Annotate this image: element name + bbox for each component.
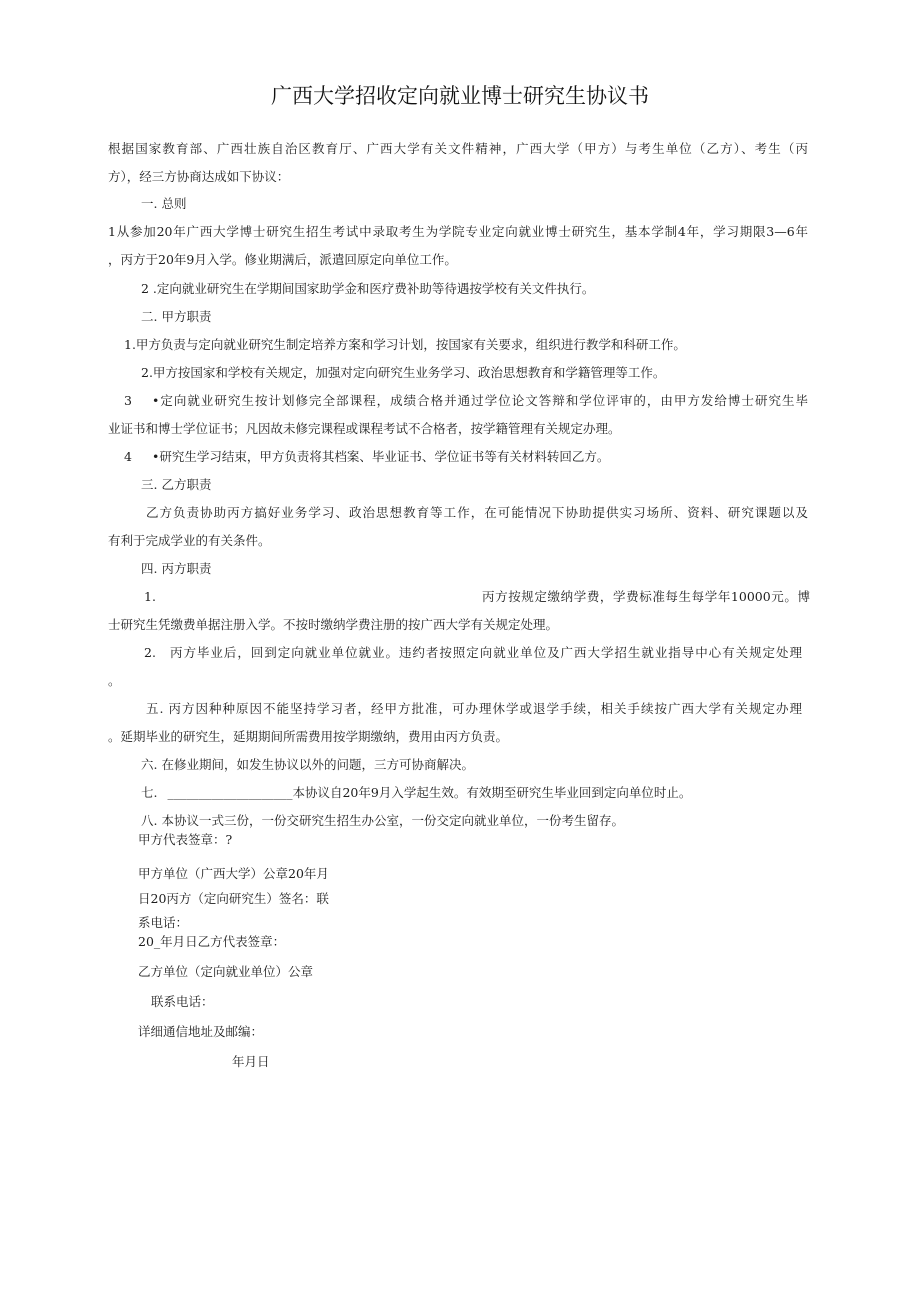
section-2-item-1: 1.甲方负责与定向就业研究生制定培养方案和学习计划，按国家有关要求，组织进行教学和科研工作。 — [124, 337, 686, 352]
intro-line-1: 根据国家教育部、广西壮族自治区教育厅、广西大学有关文件精神，广西大学（甲方）与考生单位（乙方）、考生（丙 — [108, 141, 808, 156]
section-7-prefix: 七. — [141, 785, 158, 800]
party-b-phone: 联系电话： — [151, 994, 214, 1009]
section-5-line-1: 五. 丙方因种种原因不能坚持学习者，经甲方批准，可办理休学或退学手续，相关手续按广西大学有关规定办理 — [146, 701, 802, 716]
section-3-line-2: 有利于完成学业的有关条件。 — [108, 533, 271, 548]
section-3-heading: 三. 乙方职责 — [141, 477, 212, 492]
section-4-heading: 四. 丙方职责 — [141, 561, 212, 576]
section-7-blank: ____________________ — [167, 785, 293, 800]
section-7 — [141, 785, 691, 801]
section-2-item-3-line-2: 业证书和博士学位证书；凡因故未修完课程或课程考试不合格者，按学籍管理有关规定办理。 — [108, 421, 621, 436]
section-2-item-2: 2.甲方按国家和学校有关规定，加强对定向研究生业务学习、政治思想教育和学籍管理等工作。 — [141, 365, 666, 380]
section-2-item-4: •研究生学习结束，甲方负责将其档案、毕业证书、学位证书等有关材料转回乙方。 — [152, 449, 610, 464]
section-4-item-1-line-2: 士研究生凭缴费单据注册入学。不按时缴纳学费注册的按广西大学有关规定处理。 — [108, 617, 559, 632]
party-c-signature-line: 日20丙方（定向研究生）签名：联 — [138, 891, 329, 906]
section-1-item-1-line-1: 1从参加20年广西大学博士研究生招生考试中录取考生为学院专业定向就业博士研究生，基本学制4年，学习期限3—6年 — [108, 224, 808, 239]
party-b-rep-signature: 20_年月日乙方代表签章： — [138, 934, 286, 949]
document-title: 广西大学招收定向就业博士研究生协议书 — [271, 84, 649, 108]
section-2-heading: 二. 甲方职责 — [141, 309, 212, 324]
party-c-phone: 系电话： — [138, 915, 189, 930]
section-4-item-1-line-1: 丙方按规定缴纳学费，学费标准每生每学年10000元。博 — [482, 589, 810, 604]
section-6: 六. 在修业期间，如发生协议以外的问题，三方可协商解决。 — [141, 757, 474, 772]
party-a-seal-line: 甲方单位（广西大学）公章20年月 — [138, 866, 329, 881]
section-4-item-2-number: 2. — [144, 645, 156, 660]
date-line: 年月日 — [232, 1054, 270, 1069]
section-8: 八. 本协议一式三份，一份交研究生招生办公室，一份交定向就业单位，一份考生留存。 — [141, 813, 624, 828]
section-5-line-2: 。延期毕业的研究生，延期期间所需费用按学期缴纳，费用由丙方负责。 — [108, 729, 509, 744]
intro-line-2: 方），经三方协商达成如下协议： — [108, 169, 290, 184]
section-4-item-1-number: 1. — [144, 589, 156, 604]
section-3-line-1: 乙方负责协助丙方搞好业务学习、政治思想教育等工作，在可能情况下协助提供实习场所、资料、研究课题以及 — [146, 505, 808, 520]
section-2-item-3-line-1: •定向就业研究生按计划修完全部课程，成绩合格并通过学位论文答辩和学位评审的，由甲方发给博士研究生毕 — [152, 393, 808, 408]
section-1-item-1-line-2: ，丙方于20年9月入学。修业期满后，派遣回原定向单位工作。 — [108, 252, 457, 267]
section-7-text: 本协议自20年9月入学起生效。有效期至研究生毕业回到定向单位时止。 — [292, 785, 692, 800]
party-b-seal-line: 乙方单位（定向就业单位）公章 — [138, 964, 314, 979]
section-1-heading: 一. 总则 — [141, 196, 187, 211]
section-1-item-2: 2 .定向就业研究生在学期间国家助学金和医疗费补助等待遇按学校有关文件执行。 — [141, 281, 595, 296]
section-2-item-3-number: 3 — [124, 393, 132, 408]
section-4-item-2-line-2: 。 — [108, 673, 121, 688]
section-4-item-2-line-1: 丙方毕业后，回到定向就业单位就业。违约者按照定向就业单位及广西大学招生就业指导中心有关规定处理 — [170, 645, 802, 660]
section-2-item-4-number: 4 — [124, 449, 132, 464]
party-a-rep-signature: 甲方代表签章：? — [138, 832, 233, 847]
address-postcode: 详细通信地址及邮编： — [138, 1024, 264, 1039]
